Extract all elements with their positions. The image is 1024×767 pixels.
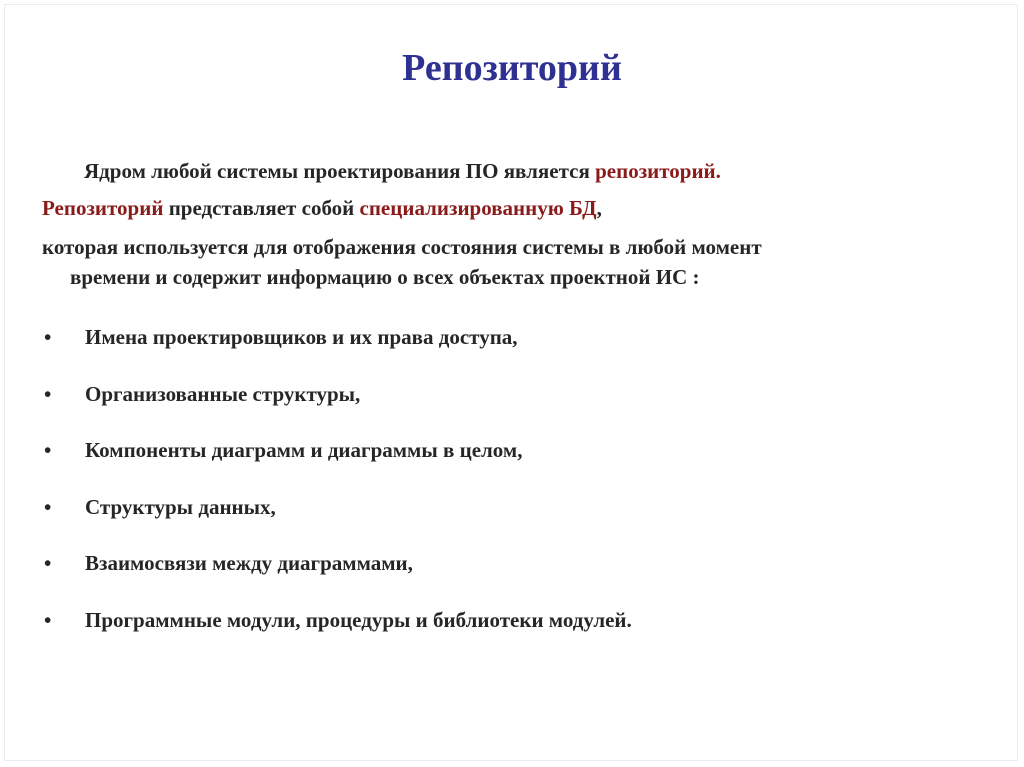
intro-line-2-text: представляет собой [163, 196, 360, 220]
bullet-text: Организованные структуры, [85, 381, 361, 406]
intro-line-3: которая используется для отображения состояния системы в любой момент [42, 235, 762, 259]
bullet-dot: • [44, 607, 52, 632]
bullet-dot: • [44, 551, 52, 575]
bullet-item [44, 435, 632, 492]
intro-line-2-tail: , [596, 196, 602, 220]
bullet-dot: • [44, 438, 52, 462]
bullet-dot: • [44, 494, 52, 519]
bullet-item [44, 379, 632, 436]
bullet-item [44, 605, 632, 662]
intro-line-1 [84, 156, 1024, 187]
bullet-item [44, 492, 632, 549]
highlight-repository: репозиторий. [595, 159, 721, 183]
highlight-specialized-db: специализированную БД [359, 196, 597, 220]
bullet-text: Структуры данных, [85, 494, 276, 519]
intro-line-1-text: Ядром любой системы проектирования ПО является [84, 159, 596, 183]
bullet-item [44, 322, 632, 379]
bullet-text: Взаимосвязи между диаграммами, [85, 551, 413, 575]
bullet-item [44, 548, 632, 605]
bullet-text: Имена проектировщиков и их права доступа, [85, 325, 518, 349]
bullet-list [44, 322, 632, 661]
highlight-repository-2: Репозиторий [42, 196, 164, 220]
slide-title: Репозиторий [402, 47, 622, 89]
bullet-text: Программные модули, процедуры и библиотеки модулей. [85, 607, 632, 632]
bullet-text: Компоненты диаграмм и диаграммы в целом, [85, 438, 523, 462]
bullet-dot: • [44, 325, 52, 349]
intro-line-4: времени и содержит информацию о всех объектах проектной ИС : [70, 265, 700, 289]
intro-line-2 [42, 193, 992, 224]
bullet-dot: • [44, 381, 52, 406]
